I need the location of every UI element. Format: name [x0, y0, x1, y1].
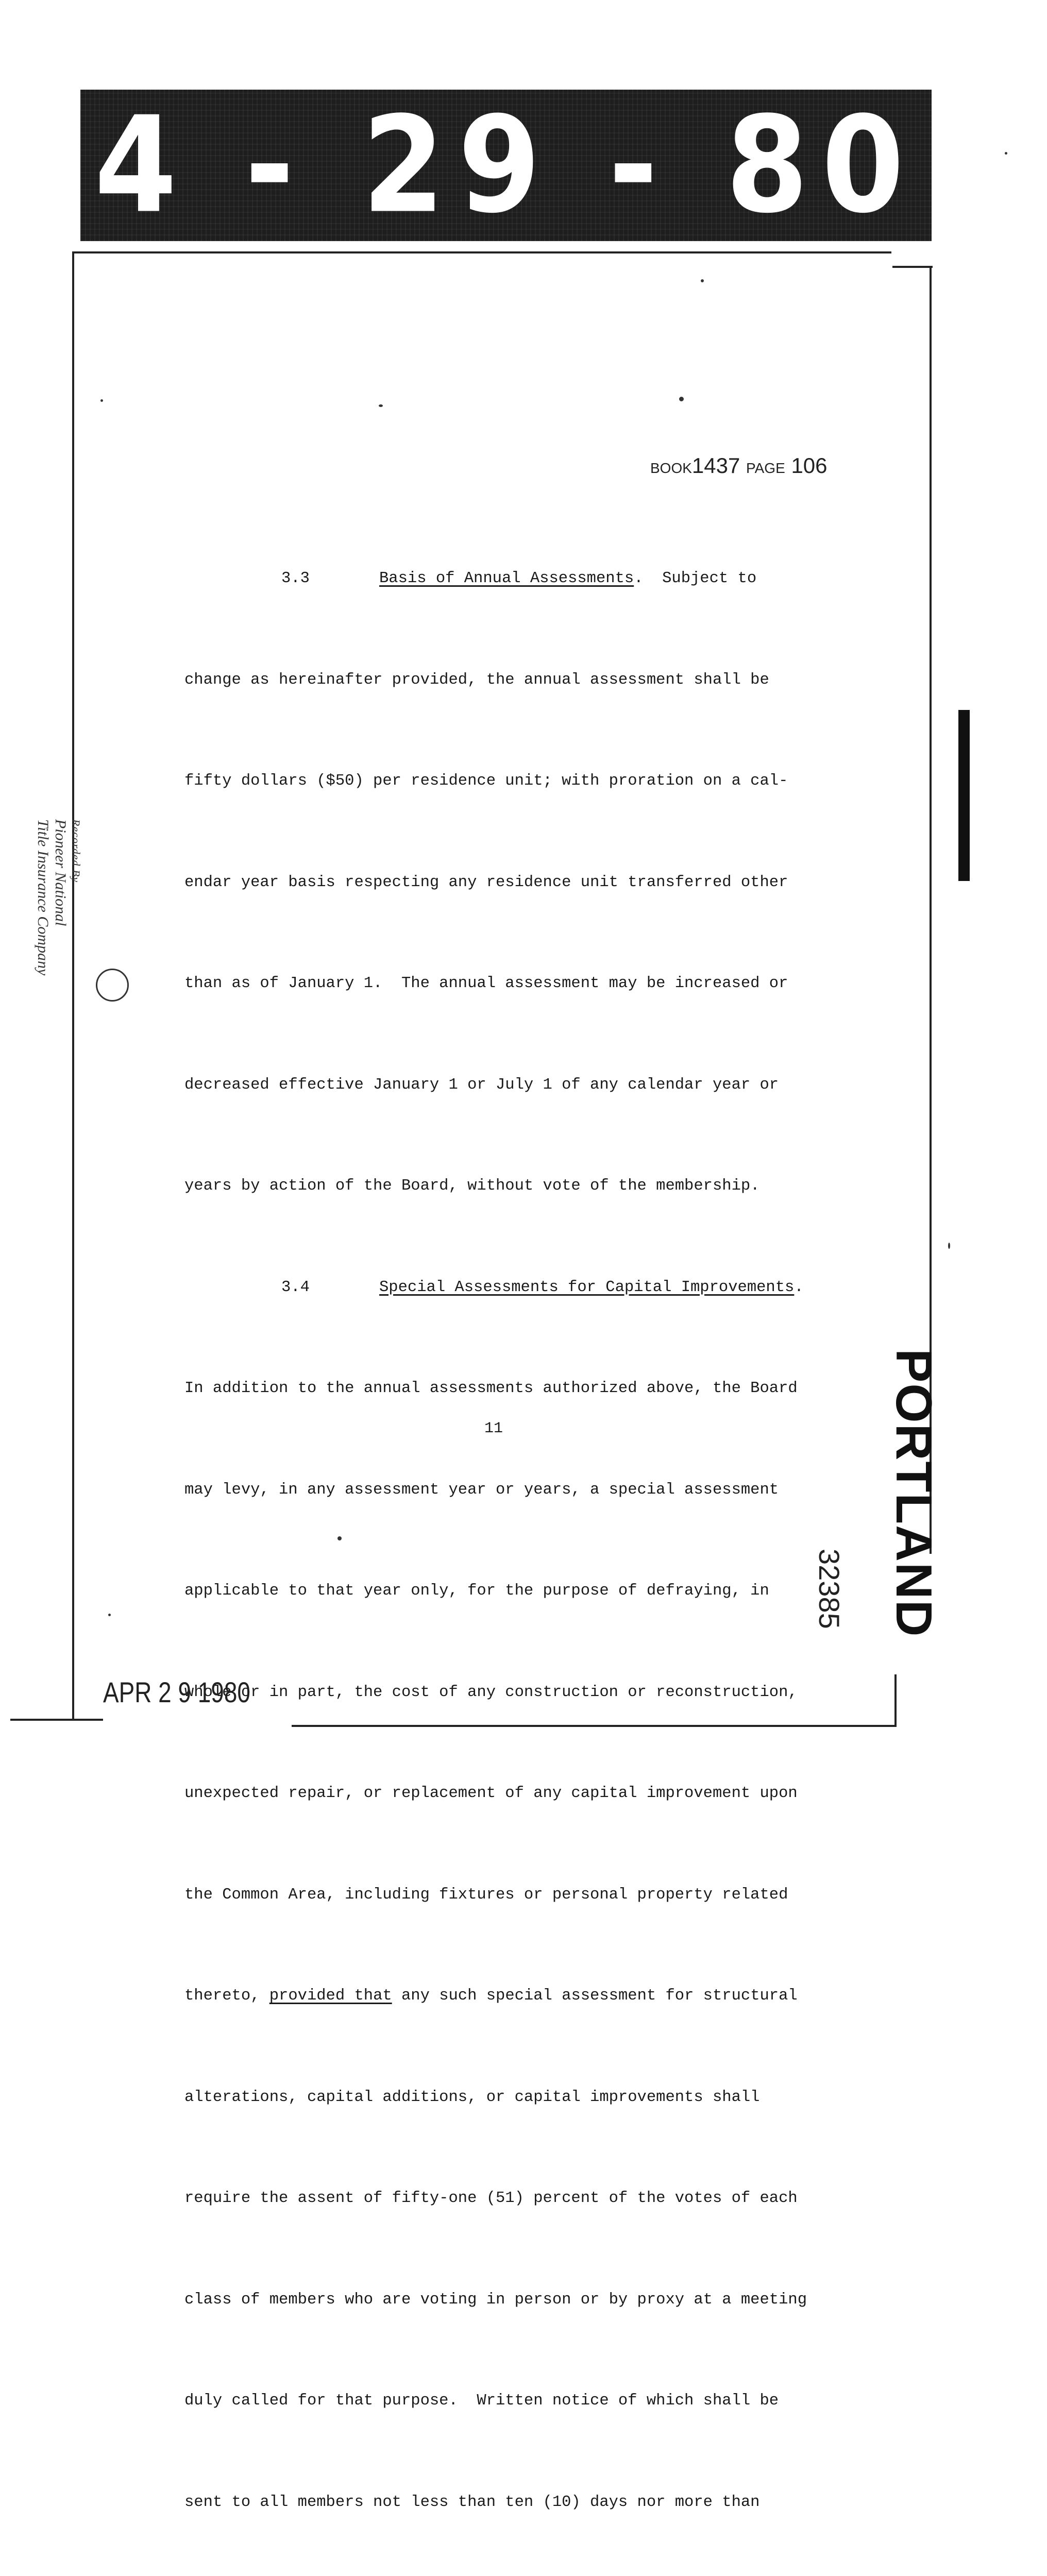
text-line: the Common Area, including fixtures or personal property related [184, 1886, 788, 1904]
page-ref-number: 106 [791, 453, 828, 478]
document-number: 32385 [813, 1549, 846, 1629]
county-stamp: PORTLAND [886, 1349, 942, 1638]
scan-speck [948, 1243, 950, 1249]
scan-speck [108, 1614, 111, 1616]
page-label: PAGE [746, 460, 785, 476]
text-line: sent to all members not less than ten (10) days nor more than [184, 2493, 760, 2511]
scan-speck [1005, 152, 1007, 155]
text-line: unexpected repair, or replacement of any capital improvement upon [184, 1785, 798, 1802]
document-body [184, 495, 865, 2576]
underlined-phrase: provided that [269, 1987, 392, 2005]
text-line [184, 562, 865, 596]
text-line: In addition to the annual assessments authorized above, the Board [184, 1380, 798, 1397]
text-fragment: thereto, [184, 1987, 269, 2005]
scan-speck [679, 397, 684, 401]
stamp-line-company: Pioneer National [52, 819, 69, 926]
stamp-line-company-type: Title Insurance Company [35, 819, 52, 976]
text-line: whole or in part, the cost of any construction or reconstruction, [184, 1683, 798, 1701]
scan-speck [100, 399, 103, 402]
text-line: applicable to that year only, for the purpose of defraying, in [184, 1582, 769, 1600]
frame-top-line [72, 251, 891, 253]
text-line: require the assent of fifty-one (51) percent of the votes of each [184, 2190, 798, 2207]
margin-bar [958, 710, 970, 881]
recorded-date-stamp: APR 2 9 1980 [103, 1676, 250, 1708]
text-line: duly called for that purpose. Written notice of which shall be [184, 2392, 779, 2410]
scan-speck [379, 404, 383, 407]
text-line: decreased effective January 1 or July 1 of any calendar year or [184, 1076, 779, 1094]
text-line [184, 1271, 865, 1305]
banner-date: 4 - 29 - 80 [94, 88, 918, 243]
text-line [184, 1979, 865, 2013]
scan-speck [701, 279, 704, 282]
text-fragment: any such special assessment for structural [392, 1987, 798, 2005]
text-line: may levy, in any assessment year or years, a special assessment [184, 1481, 779, 1499]
text-line: endar year basis respecting any residence unit transferred other [184, 873, 788, 891]
section-number: 3.4 [281, 1278, 310, 1296]
stamp-line-recorded-by: Recorded By [70, 819, 82, 883]
text-line: years by action of the Board, without vote of the membership. [184, 1177, 760, 1195]
section-heading: Basis of Annual Assessments [379, 570, 634, 587]
text-line: fifty dollars ($50) per residence unit; with proration on a cal- [184, 772, 788, 790]
section-heading: Special Assessments for Capital Improvements [379, 1278, 795, 1296]
book-number: 1437 [691, 453, 740, 478]
book-page-reference [650, 453, 828, 478]
frame-bottom-left-line [10, 1719, 103, 1721]
book-label: BOOK [650, 460, 692, 476]
title-company-seal-icon [96, 969, 129, 1002]
scan-speck [337, 1536, 342, 1540]
frame-right-lower-line [894, 1674, 897, 1726]
text-line: class of members who are voting in person or by proxy at a meeting [184, 2291, 807, 2309]
text-fragment: . [794, 1278, 804, 1296]
text-line: than as of January 1. The annual assessment may be increased or [184, 975, 788, 992]
date-banner [80, 90, 932, 241]
text-line: change as hereinafter provided, the annual assessment shall be [184, 671, 769, 689]
recording-stamp [5, 819, 82, 1036]
text-fragment: . Subject to [634, 570, 757, 587]
section-number: 3.3 [281, 570, 310, 587]
frame-top-right-tick [892, 266, 933, 268]
text-line: alterations, capital additions, or capital improvements shall [184, 2088, 760, 2106]
page-number: 11 [484, 1420, 503, 1437]
